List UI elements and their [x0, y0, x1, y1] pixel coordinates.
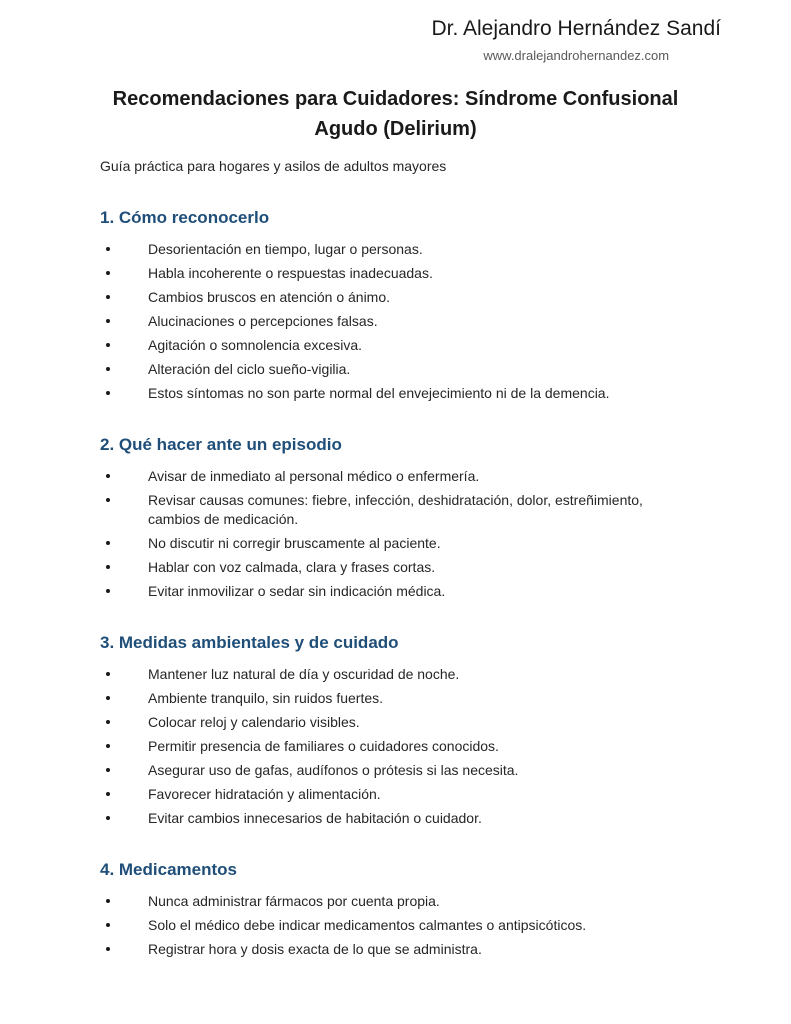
bullet-item: Nunca administrar fármacos por cuenta propia. — [100, 892, 691, 911]
section-4 — [100, 859, 691, 959]
bullet-item: Evitar inmovilizar o sedar sin indicación médica. — [100, 582, 691, 601]
bullet-item: Ambiente tranquilo, sin ruidos fuertes. — [100, 689, 691, 708]
section-2 — [100, 434, 691, 601]
bullet-item: Evitar cambios innecesarios de habitación o cuidador. — [100, 809, 691, 828]
bullet-item: Alteración del ciclo sueño-vigilia. — [100, 360, 691, 379]
bullet-item: Colocar reloj y calendario visibles. — [100, 713, 691, 732]
section-1 — [100, 207, 691, 403]
section-4-heading: 4. Medicamentos — [100, 860, 237, 879]
letterhead — [100, 16, 721, 64]
section-3-heading: 3. Medidas ambientales y de cuidado — [100, 633, 399, 652]
bullet-item: Estos síntomas no son parte normal del envejecimiento ni de la demencia. — [100, 384, 691, 403]
bullet-item: Asegurar uso de gafas, audífonos o prótesis si las necesita. — [100, 761, 691, 780]
section-2-heading: 2. Qué hacer ante un episodio — [100, 435, 342, 454]
section-3-bullet-list — [100, 665, 691, 828]
website-text: www.dralejandrohernandez.com — [483, 48, 670, 63]
bullet-item: Registrar hora y dosis exacta de lo que se administra. — [100, 940, 691, 959]
section-1-bullet-list — [100, 240, 691, 403]
document-title-line-2: Agudo (Delirium) — [314, 118, 477, 140]
document-title — [100, 84, 691, 144]
bullet-item: Alucinaciones o percepciones falsas. — [100, 312, 691, 331]
section-1-heading: 1. Cómo reconocerlo — [100, 208, 270, 227]
bullet-item: Mantener luz natural de día y oscuridad de noche. — [100, 665, 691, 684]
letterhead-block — [431, 16, 721, 64]
bullet-item: Solo el médico debe indicar medicamentos calmantes o antipsicóticos. — [100, 916, 691, 935]
bullet-item: Habla incoherente o respuestas inadecuadas. — [100, 264, 691, 283]
section-4-bullet-list — [100, 892, 691, 959]
section-3 — [100, 632, 691, 828]
bullet-item: No discutir ni corregir bruscamente al paciente. — [100, 534, 691, 553]
doctor-name: Dr. Alejandro Hernández Sandí — [431, 17, 721, 40]
bullet-item: Agitación o somnolencia excesiva. — [100, 336, 691, 355]
bullet-item: Avisar de inmediato al personal médico o enfermería. — [100, 467, 691, 486]
document-subtitle: Guía práctica para hogares y asilos de adultos mayores — [100, 158, 447, 174]
bullet-item: Hablar con voz calmada, clara y frases cortas. — [100, 558, 691, 577]
bullet-item: Desorientación en tiempo, lugar o personas. — [100, 240, 691, 259]
bullet-item: Permitir presencia de familiares o cuidadores conocidos. — [100, 737, 691, 756]
bullet-item: Revisar causas comunes: fiebre, infección, deshidratación, dolor, estreñimiento, cambios de medicación. — [100, 491, 691, 529]
bullet-item: Favorecer hidratación y alimentación. — [100, 785, 691, 804]
document-title-line-1: Recomendaciones para Cuidadores: Síndrome Confusional — [112, 88, 679, 110]
section-2-bullet-list — [100, 467, 691, 601]
bullet-item: Cambios bruscos en atención o ánimo. — [100, 288, 691, 307]
